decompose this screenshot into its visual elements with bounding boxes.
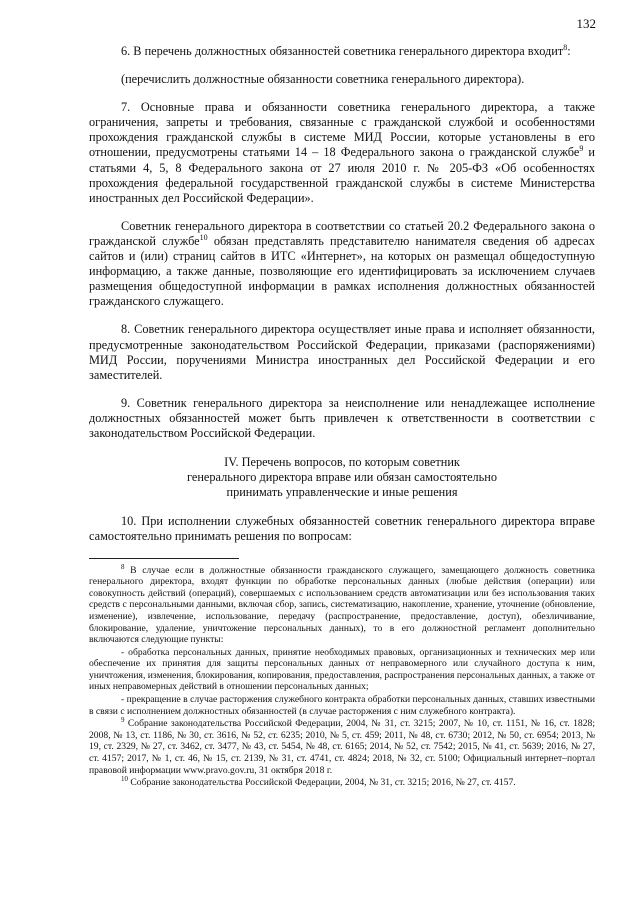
section-iv-line-2: генерального директора вправе или обязан самостоятельно <box>186 470 498 485</box>
paragraph-6-text: 6. В перечень должностных обязанностей советника генерального директора входит <box>121 44 564 58</box>
paragraph-7c-part-a: Советник генерального директора в соответствии со статьей 20.2 Федерального закона о гражданской службе <box>89 218 595 248</box>
paragraph-7-part-b: и статьями 4, 5, 8 Федерального закона от 27 июля 2010 г. № 205-ФЗ «Об особенностях прохождения федеральной государственной гражданской службы в системе Министерства иностранных дел Российской Федерации». <box>89 145 595 205</box>
paragraph-9: 9. Советник генерального директора за неисполнение или ненадлежащее исполнение должностных обязанностей может быть привлечен к ответственности в соответствии с законодательством Российской Федерации. <box>89 395 595 440</box>
paragraph-6-placeholder: (перечислить должностные обязанности советника генерального директора). <box>121 72 525 87</box>
footnote-8-text: В случае если в должностные обязанности гражданского служащего, замещающего должность советника генерального директора, входят функции по обработке персональных данных (любые действия (операции) или совокупность действий (операций), совершаемых с использованием средств автоматизации или без использования таких средств с персональными данными, включая сбор, запись, систематизацию, накопление, хранение, уточнение (обновление, изменение), извлечение, использование, передачу (распространение, предоставление, доступ), обезличивание, блокирование, удаление, уничтожение персональных данных), то в его должностной регламент дополнительно включаются следующие пункты: <box>89 564 595 646</box>
footnote-9-text: Собрание законодательства Российской Федерации, 2004, № 31, ст. 3215; 2007, № 10, ст. 1151, № 16, ст. 1828; 2008, № 13, ст. 1186, № 30, ст. 3616, № 52, ст. 6235; 2010, № 5, ст. 459; 2011, № 48, ст. 6730; 2012, № 50, ст. 6954; 2013, № 19, ст. 2329, № 27, ст. 3462, ст. 3477, № 43, ст. 5454, № 48, ст. 6165; 2014, № 52, ст. 7542; 2015, № 41, ст. 5639; 2016, № 27, ст. 4157; 2017, № 1, ст. 46, № 15, ст. 2139, № 31, ст. 4741, ст. 4824; 2018, № 32, ст. 5100; Официальный интернет–портал правовой информации www.pravo.gov.ru, 31 октября 2018 г. <box>89 718 595 776</box>
footnote-8-item-1: - обработка персональных данных, принятие необходимых правовых, организационных и технических мер или обеспечение их принятия для защиты персональных данных от неправомерного или случайного доступа к ним, уничтожения, изменения, блокирования, копирования, предоставления, распространения персональных данных, а также от иных неправомерных действий в отношении персональных данных; <box>89 646 595 693</box>
footnote-8-number: 8 <box>121 562 125 571</box>
footnote-9-number: 9 <box>121 716 125 725</box>
paragraph-8: 8. Советник генерального директора осуществляет иные права и исполняет обязанности, предусмотренные законодательством Российской Федерации, приказами (распоряжениями) МИД России, поручениями Министра иностранных дел Российской Федерации и его заместителей. <box>89 322 595 382</box>
footnote-ref-8: 8 <box>563 42 568 52</box>
paragraph-7-part-a: 7. Основные права и обязанности советника генерального директора, а также ограничения, запреты и требования, связанные с гражданской службой и особенностями прохождения гражданской службы в системе МИД России, которые установлены в его отношении, предусмотрены статьями 14 – 18 Федерального закона о гражданской службе <box>89 100 595 160</box>
page-number: 132 <box>576 16 596 31</box>
paragraph-6-tail: : <box>567 44 571 58</box>
paragraph-6 <box>89 44 595 59</box>
footnotes <box>89 562 595 789</box>
footnote-9 <box>89 718 595 776</box>
paragraph-7 <box>89 100 595 206</box>
document-body <box>89 44 595 790</box>
footnote-ref-10: 10 <box>199 232 208 242</box>
section-iv-line-3: принимать управленческие и иные решения <box>226 485 458 500</box>
section-iv-heading <box>89 455 595 500</box>
paragraph-7-continued <box>89 219 595 310</box>
footnote-divider <box>89 558 239 559</box>
footnote-10-number: 10 <box>121 775 128 784</box>
section-iv-line-1: IV. Перечень вопросов, по которым советник <box>224 455 460 470</box>
paragraph-10: 10. При исполнении служебных обязанностей советник генерального директора вправе самостоятельно принимать решения по вопросам: <box>89 514 595 544</box>
footnote-8 <box>89 562 595 646</box>
footnote-10 <box>89 777 595 789</box>
paragraph-7c-part-b: обязан представлять представителю нанимателя сведения об адресах сайтов и (или) страниц сайтов в ИТС «Интернет», на которых он размещал общедоступную информацию, а также данные, позволяющие его идентифицировать за исключением случаев размещения общедоступной информации в рамках исполнения должностных обязанностей гражданского служащего. <box>89 233 595 309</box>
footnote-ref-9: 9 <box>579 144 584 154</box>
footnote-10-text: Собрание законодательства Российской Федерации, 2004, № 31, ст. 3215; 2016, № 27, ст. 4157. <box>128 777 516 789</box>
footnote-8-item-2: - прекращение в случае расторжения служебного контракта обработки персональных данных, ставших известными в связи с исполнением должностных обязанностей (в случае расторжения с ним служебного контракта). <box>89 694 595 717</box>
